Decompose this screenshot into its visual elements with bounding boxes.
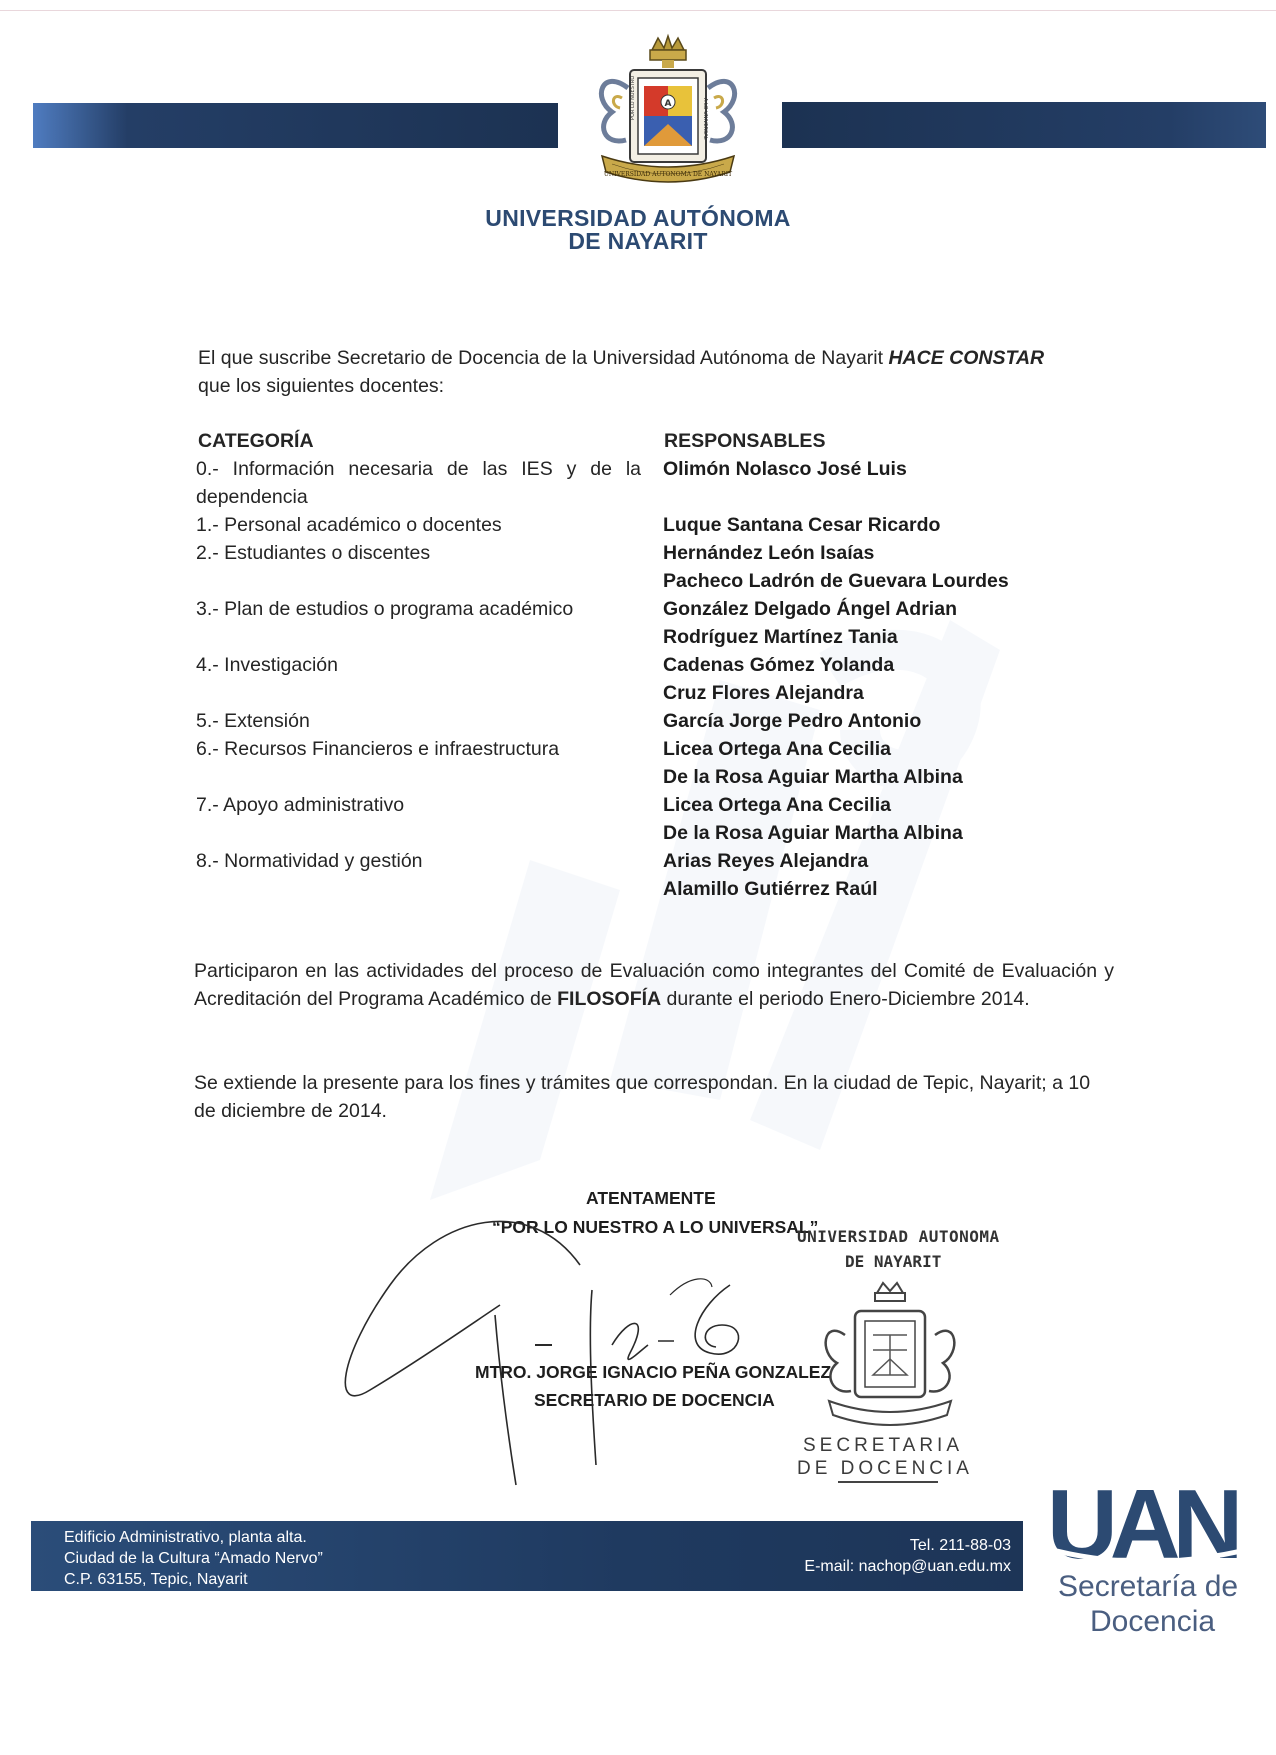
footer-address-line3: C.P. 63155, Tepic, Nayarit	[64, 1571, 248, 1588]
footer-phone: Tel. 211-88-03	[909, 1537, 1011, 1554]
top-rule	[0, 10, 1276, 11]
responsible-name: Licea Ortega Ana Cecilia	[663, 794, 891, 816]
category-item: 6.- Recursos Financieros e infraestructura	[196, 738, 560, 760]
responsible-name: Arias Reyes Alejandra	[663, 850, 869, 872]
footer-address-line1: Edificio Administrativo, planta alta.	[64, 1529, 307, 1546]
category-item: 1.- Personal académico o docentes	[196, 514, 502, 536]
intro-line2: que los siguientes docentes:	[198, 375, 445, 397]
category-item: 0.- Información necesaria de las IES y de la dependencia	[196, 458, 641, 508]
responsible-name: González Delgado Ángel Adrian	[663, 598, 957, 620]
responsible-name: Alamillo Gutiérrez Raúl	[663, 878, 878, 900]
university-name	[438, 207, 838, 253]
responsible-name: García Jorge Pedro Antonio	[663, 710, 922, 732]
stamp-line4: DE DOCENCIA	[797, 1458, 973, 1479]
participation-text: Participaron en las actividades del proceso de Evaluación como integrantes del Comité de Evaluación y Acreditación del Programa Académico de	[194, 960, 1114, 1010]
university-crest-icon	[582, 28, 754, 196]
stamp-underline	[838, 1481, 938, 1483]
header-bar-left	[33, 103, 558, 148]
stamp-line3: SECRETARIA	[803, 1435, 964, 1456]
intro-text: El que suscribe Secretario de Docencia de la Universidad Autónoma de Nayarit	[198, 347, 889, 369]
brand-subtitle-line1: Secretaría de	[1058, 1570, 1239, 1603]
category-item: 8.- Normatividad y gestión	[196, 850, 423, 872]
category-header: CATEGORÍA	[198, 430, 314, 452]
participation-period: durante el periodo Enero-Diciembre 2014.	[661, 988, 1030, 1010]
responsible-name: Rodríguez Martínez Tania	[663, 626, 898, 648]
signer-role: SECRETARIO DE DOCENCIA	[534, 1390, 775, 1410]
atentamente: ATENTAMENTE	[586, 1188, 716, 1208]
crest-ribbon-text: UNIVERSIDAD AUTONOMA DE NAYARIT	[603, 171, 733, 178]
responsible-name: De la Rosa Aguiar Martha Albina	[663, 766, 963, 788]
crest-motto-right: A LO UNIVERSAL	[702, 98, 708, 140]
closing-paragraph: Se extiende la presente para los fines y trámites que correspondan. En la ciudad de Tepic, Nayarit; a 10 de diciembre de 2014.	[194, 1072, 1091, 1122]
university-name-line1: UNIVERSIDAD AUTÓNOMA	[485, 205, 791, 231]
university-name-line2: DE NAYARIT	[568, 228, 708, 254]
responsible-name: Luque Santana Cesar Ricardo	[663, 514, 941, 536]
intro-paragraph	[198, 344, 1118, 400]
footer-address-line2: Ciudad de la Cultura “Amado Nervo”	[64, 1550, 323, 1567]
intro-emphasis: HACE CONSTAR	[888, 347, 1045, 369]
responsible-name: Cadenas Gómez Yolanda	[663, 654, 895, 676]
category-item: 2.- Estudiantes o discentes	[196, 542, 431, 564]
category-item: 7.- Apoyo administrativo	[196, 794, 405, 816]
footer-email: E-mail: nachop@uan.edu.mx	[804, 1558, 1011, 1575]
category-item: 5.- Extensión	[196, 710, 310, 732]
responsible-name: Olimón Nolasco José Luis	[663, 458, 907, 480]
responsible-name: Hernández León Isaías	[663, 542, 875, 564]
responsible-name: Cruz Flores Alejandra	[663, 682, 864, 704]
category-item: 4.- Investigación	[196, 654, 338, 676]
uan-logo-text: UAN	[1047, 1478, 1236, 1568]
signature-motto: “POR LO NUESTRO A LO UNIVERSAL”	[492, 1217, 819, 1237]
stamp-line2: DE NAYARIT	[845, 1252, 942, 1271]
stamp-line1: UNIVERSIDAD AUTONOMA	[797, 1227, 1000, 1246]
handwritten-signature	[330, 1175, 850, 1495]
header-bar-right	[782, 102, 1266, 148]
category-item: 3.- Plan de estudios o programa académico	[196, 598, 574, 620]
responsible-header: RESPONSABLES	[664, 430, 826, 452]
responsible-name: De la Rosa Aguiar Martha Albina	[663, 822, 963, 844]
crest-motto-left: POR LO NUESTRO	[630, 75, 636, 120]
participation-paragraph	[194, 957, 1114, 1013]
responsible-name: Licea Ortega Ana Cecilia	[663, 738, 891, 760]
uan-logo	[1045, 1478, 1276, 1568]
responsible-name: Pacheco Ladrón de Guevara Lourdes	[663, 570, 1009, 592]
brand-subtitle-line2: Docencia	[1090, 1605, 1216, 1638]
crest-letter: A	[664, 99, 672, 109]
program-name: FILOSOFÍA	[557, 988, 662, 1010]
signer-name: MTRO. JORGE IGNACIO PEÑA GONZALEZ	[475, 1362, 832, 1382]
